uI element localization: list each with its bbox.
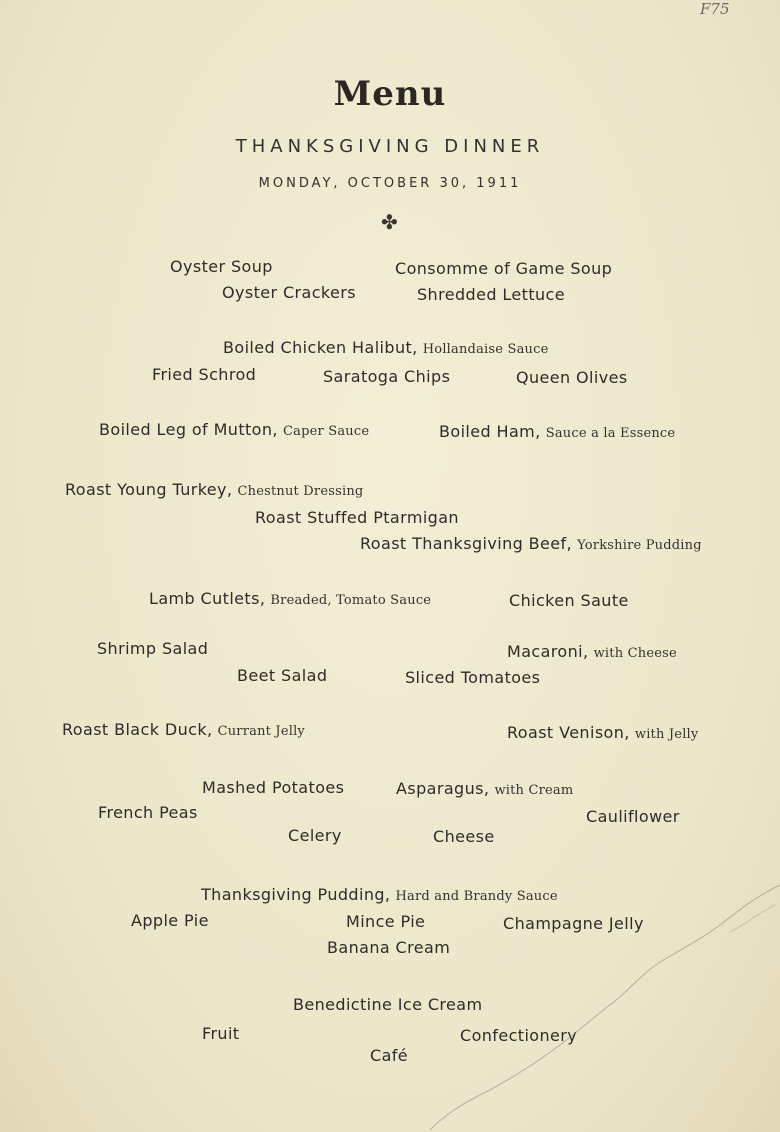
menu-item: Oyster Soup xyxy=(170,257,273,276)
menu-item: Champagne Jelly xyxy=(503,914,644,933)
menu-item xyxy=(201,885,558,904)
menu-item: Beet Salad xyxy=(237,666,328,685)
menu-item xyxy=(360,534,702,553)
menu-item: Café xyxy=(370,1046,409,1065)
menu-item: Fried Schrod xyxy=(152,365,257,384)
page-title: Menu xyxy=(333,74,447,114)
menu-item: Banana Cream xyxy=(327,938,451,957)
menu-item: Cauliflower xyxy=(586,807,680,826)
menu-item xyxy=(396,779,573,798)
dish-name: Lamb Cutlets, xyxy=(149,589,266,608)
menu-item: Chicken Saute xyxy=(509,591,629,610)
dish-name: Macaroni, xyxy=(507,642,589,661)
dish-name: Roast Venison, xyxy=(507,723,630,742)
dish-name: Asparagus, xyxy=(396,779,490,798)
menu-item xyxy=(507,642,677,661)
ornament-icon: ✤ xyxy=(381,210,398,234)
dish-name: Roast Black Duck, xyxy=(62,720,213,739)
menu-item: Consomme of Game Soup xyxy=(395,259,613,278)
menu-item xyxy=(149,589,431,608)
menu-item: Benedictine Ice Cream xyxy=(293,995,483,1014)
dish-name: Roast Young Turkey, xyxy=(65,480,233,499)
menu-item: Celery xyxy=(288,826,342,845)
menu-item xyxy=(65,480,363,499)
menu-item: Mashed Potatoes xyxy=(202,778,345,797)
menu-item: Cheese xyxy=(433,827,495,846)
menu-item: French Peas xyxy=(98,803,198,822)
menu-date: MONDAY, OCTOBER 30, 1911 xyxy=(258,176,522,191)
menu-item xyxy=(223,338,548,357)
dish-sauce: Caper Sauce xyxy=(282,424,370,439)
menu-item: Roast Stuffed Ptarmigan xyxy=(255,508,459,527)
dish-sauce: with Cream xyxy=(494,783,574,798)
dish-name: Boiled Chicken Halibut, xyxy=(223,338,418,357)
dish-sauce: Breaded, Tomato Sauce xyxy=(270,593,432,608)
menu-item xyxy=(439,422,675,441)
menu-item: Shredded Lettuce xyxy=(417,285,565,304)
archive-note: F75 xyxy=(700,0,730,18)
menu-item: Apple Pie xyxy=(131,911,209,930)
menu-item: Saratoga Chips xyxy=(323,367,451,386)
dish-sauce: Sauce a la Essence xyxy=(545,426,676,441)
menu-item xyxy=(99,420,369,439)
menu-item: Mince Pie xyxy=(346,912,426,931)
menu-item: Oyster Crackers xyxy=(222,283,356,302)
menu-item xyxy=(62,720,305,739)
dish-sauce: Hollandaise Sauce xyxy=(422,342,549,357)
dish-name: Thanksgiving Pudding, xyxy=(201,885,391,904)
dish-name: Boiled Ham, xyxy=(439,422,541,441)
dish-sauce: Chestnut Dressing xyxy=(237,484,364,499)
dish-sauce: Hard and Brandy Sauce xyxy=(395,889,558,904)
menu-item: Fruit xyxy=(202,1024,240,1043)
menu-item: Sliced Tomatoes xyxy=(405,668,541,687)
menu-item: Shrimp Salad xyxy=(97,639,209,658)
dish-sauce: with Jelly xyxy=(634,727,699,742)
dish-name: Roast Thanksgiving Beef, xyxy=(360,534,573,553)
dish-sauce: Yorkshire Pudding xyxy=(577,538,702,553)
dish-sauce: with Cheese xyxy=(593,646,677,661)
dish-name: Boiled Leg of Mutton, xyxy=(99,420,278,439)
menu-item xyxy=(507,723,698,742)
menu-subtitle: THANKSGIVING DINNER xyxy=(235,136,545,157)
menu-item: Confectionery xyxy=(460,1026,578,1045)
menu-item: Queen Olives xyxy=(516,368,628,387)
dish-sauce: Currant Jelly xyxy=(217,724,305,739)
